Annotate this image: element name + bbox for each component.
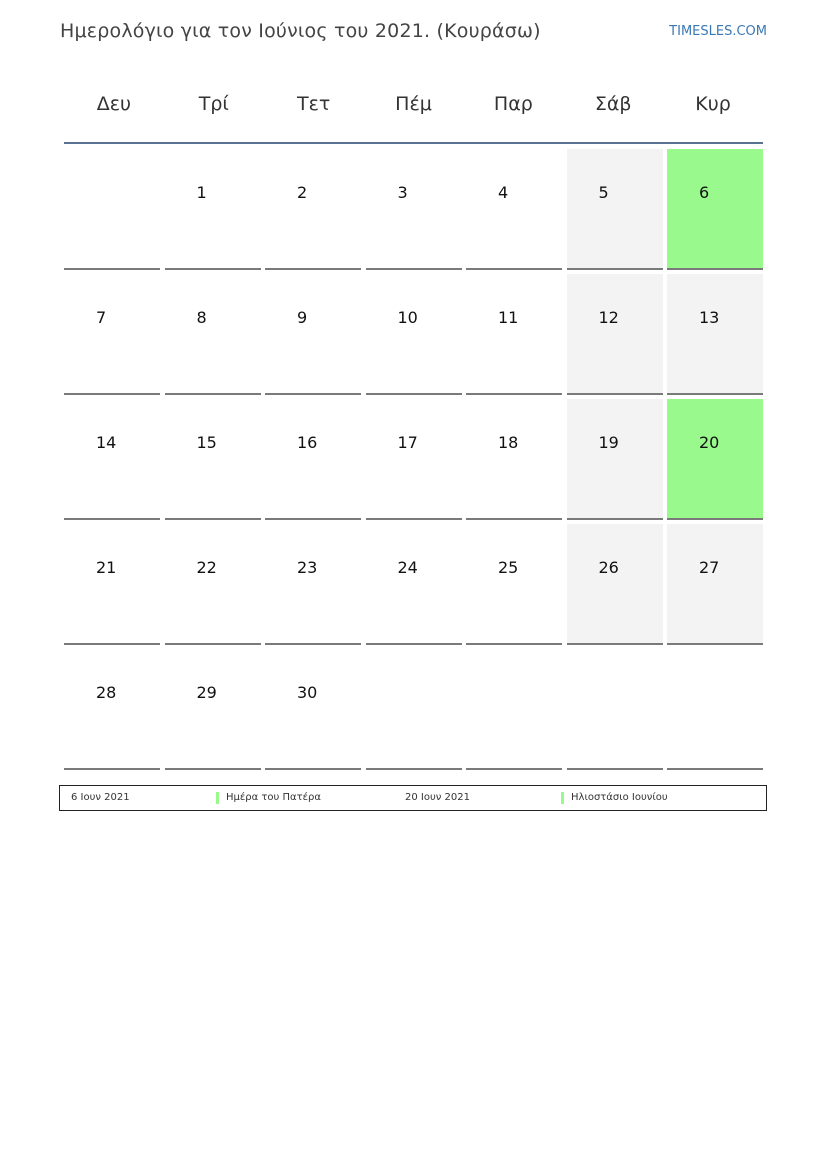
day-cell-weekend xyxy=(567,399,663,520)
day-cell-weekend xyxy=(667,274,763,395)
day-number: 30 xyxy=(297,683,318,702)
day-cell-empty xyxy=(466,649,562,770)
day-number: 10 xyxy=(397,308,418,327)
day-cell xyxy=(64,149,160,270)
day-number: 29 xyxy=(196,683,217,702)
day-cell xyxy=(165,524,261,645)
day-cell xyxy=(165,274,261,395)
day-cell xyxy=(265,149,361,270)
day-cell xyxy=(366,274,462,395)
day-cell xyxy=(265,649,361,770)
weekday-friday: Παρ xyxy=(493,93,533,115)
day-number: 25 xyxy=(498,558,519,577)
day-cell-weekend xyxy=(567,274,663,395)
day-cell xyxy=(366,149,462,270)
day-cell xyxy=(64,399,160,520)
day-number: 7 xyxy=(96,308,107,327)
legend-holiday-name: Ημέρα του Πατέρα xyxy=(216,792,321,804)
day-cell xyxy=(64,524,160,645)
legend-holiday-name: Ηλιοστάσιο Ιουνίου xyxy=(561,792,668,804)
day-cell xyxy=(366,524,462,645)
day-number: 12 xyxy=(598,308,619,327)
day-number: 17 xyxy=(397,433,418,452)
day-number: 1 xyxy=(196,183,207,202)
day-number: 8 xyxy=(196,308,207,327)
day-cell xyxy=(64,274,160,395)
day-cell xyxy=(265,274,361,395)
day-number: 2 xyxy=(297,183,308,202)
day-cell xyxy=(466,524,562,645)
day-number: 26 xyxy=(598,558,619,577)
day-cell xyxy=(466,149,562,270)
day-number: 27 xyxy=(699,558,720,577)
day-cell xyxy=(64,649,160,770)
day-cell-weekend xyxy=(667,524,763,645)
day-number: 19 xyxy=(598,433,619,452)
weekday-wednesday: Τετ xyxy=(296,93,331,115)
day-number: 9 xyxy=(297,308,308,327)
day-number: 6 xyxy=(699,183,710,202)
day-cell xyxy=(165,149,261,270)
day-number: 23 xyxy=(297,558,318,577)
weekday-header-row xyxy=(64,88,763,120)
day-cell-empty xyxy=(667,649,763,770)
day-cell-weekend xyxy=(567,149,663,270)
day-cell-holiday xyxy=(667,399,763,520)
legend-date: 20 Ιουν 2021 xyxy=(405,792,470,803)
legend-date: 6 Ιουν 2021 xyxy=(71,792,130,803)
header-divider xyxy=(64,142,763,144)
day-number: 14 xyxy=(96,433,117,452)
weekday-monday: Δευ xyxy=(96,93,132,115)
day-number: 22 xyxy=(196,558,217,577)
day-cell-weekend xyxy=(567,524,663,645)
day-cell xyxy=(366,399,462,520)
weekday-thursday: Πέμ xyxy=(395,93,432,115)
day-number: 28 xyxy=(96,683,117,702)
holiday-legend xyxy=(59,785,767,811)
day-cell-empty xyxy=(366,649,462,770)
day-number: 21 xyxy=(96,558,117,577)
page-title: Ημερολόγιο για τον Ιούνιος του 2021. (Κουράσω) xyxy=(60,20,541,42)
site-link[interactable]: TIMESLES.COM xyxy=(669,24,767,39)
day-number: 16 xyxy=(297,433,318,452)
day-cell-empty xyxy=(567,649,663,770)
weekday-saturday: Σάβ xyxy=(594,93,632,115)
day-number: 18 xyxy=(498,433,519,452)
day-number: 20 xyxy=(699,433,720,452)
day-number: 4 xyxy=(498,183,509,202)
day-cell xyxy=(265,399,361,520)
weekday-tuesday: Τρί xyxy=(198,93,229,115)
day-number: 24 xyxy=(397,558,418,577)
day-cell xyxy=(466,274,562,395)
calendar-grid xyxy=(64,149,767,770)
day-number: 11 xyxy=(498,308,519,327)
day-cell-holiday xyxy=(667,149,763,270)
day-number: 15 xyxy=(196,433,217,452)
day-cell xyxy=(165,399,261,520)
day-number: 3 xyxy=(397,183,408,202)
day-cell xyxy=(466,399,562,520)
day-cell xyxy=(165,649,261,770)
day-cell xyxy=(265,524,361,645)
day-number: 13 xyxy=(699,308,720,327)
weekday-sunday: Κυρ xyxy=(695,93,731,115)
day-number: 5 xyxy=(598,183,609,202)
